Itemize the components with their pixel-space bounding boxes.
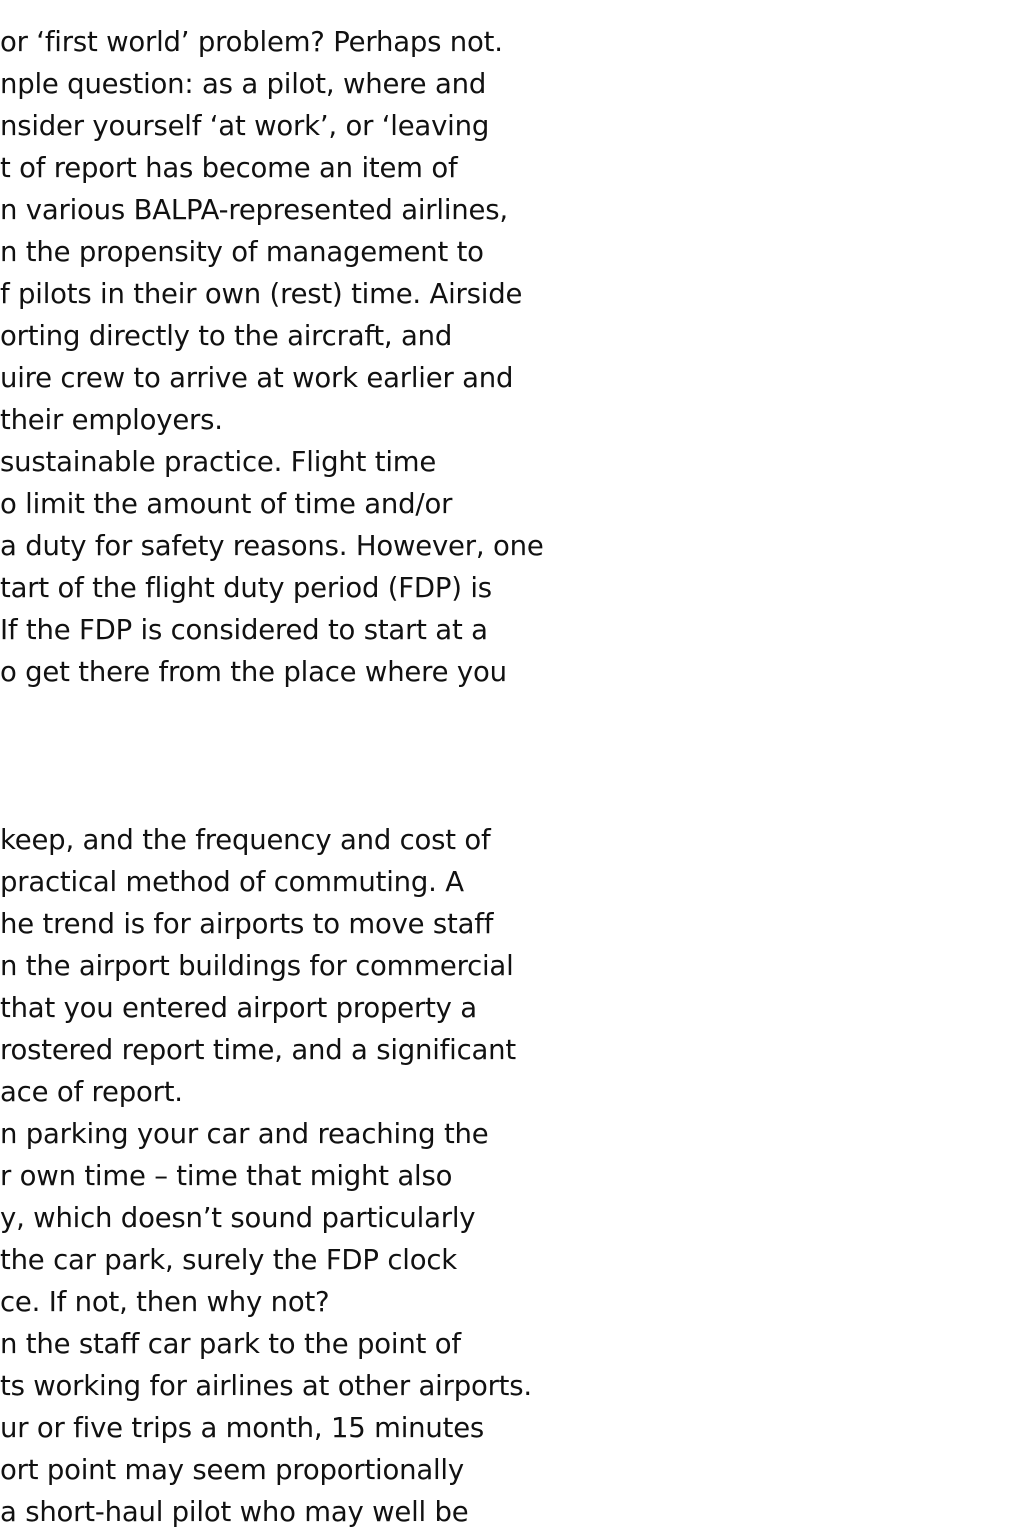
text-line: keep, and the frequency and cost of — [0, 824, 491, 856]
text-line: practical method of commuting. A — [0, 866, 464, 898]
text-line: tart of the flight duty period (FDP) is — [0, 572, 492, 604]
text-line: nple question: as a pilot, where and — [0, 68, 487, 100]
text-line: sustainable practice. Flight time — [0, 446, 437, 478]
text-line: n the airport buildings for commercial — [0, 950, 514, 982]
text-line: ts working for airlines at other airports. — [0, 1370, 532, 1402]
text-line: n parking your car and reaching the — [0, 1118, 489, 1150]
text-line: nsider yourself ‘at work’, or ‘leaving — [0, 110, 490, 142]
text-line: a short-haul pilot who may well be — [0, 1496, 469, 1528]
text-line: o get there from the place where you — [0, 656, 507, 688]
text-line: r own time – time that might also — [0, 1160, 453, 1192]
text-line: ce. If not, then why not? — [0, 1286, 330, 1318]
text-line: a duty for safety reasons. However, one — [0, 530, 544, 562]
text-line: or ‘first world’ problem? Perhaps not. — [0, 26, 503, 58]
text-line: t of report has become an item of — [0, 152, 458, 184]
text-line: ort point may seem proportionally — [0, 1454, 464, 1486]
text-line: n various BALPA-represented airlines, — [0, 194, 508, 226]
text-line: uire crew to arrive at work earlier and — [0, 362, 514, 394]
text-line: orting directly to the aircraft, and — [0, 320, 453, 352]
text-line: rostered report time, and a significant — [0, 1034, 516, 1066]
text-line: he trend is for airports to move staff — [0, 908, 494, 940]
text-line: their employers. — [0, 404, 223, 436]
text-line: o limit the amount of time and/or — [0, 488, 453, 520]
text-line: the car park, surely the FDP clock — [0, 1244, 457, 1276]
text-line: y, which doesn’t sound particularly — [0, 1202, 476, 1234]
text-line: f pilots in their own (rest) time. Airside — [0, 278, 523, 310]
text-line: n the staff car park to the point of — [0, 1328, 461, 1360]
text-line: n the propensity of management to — [0, 236, 484, 268]
text-line: ur or five trips a month, 15 minutes — [0, 1412, 485, 1444]
text-line: ace of report. — [0, 1076, 183, 1108]
text-line: If the FDP is considered to start at a — [0, 614, 488, 646]
text-line: that you entered airport property a — [0, 992, 477, 1024]
